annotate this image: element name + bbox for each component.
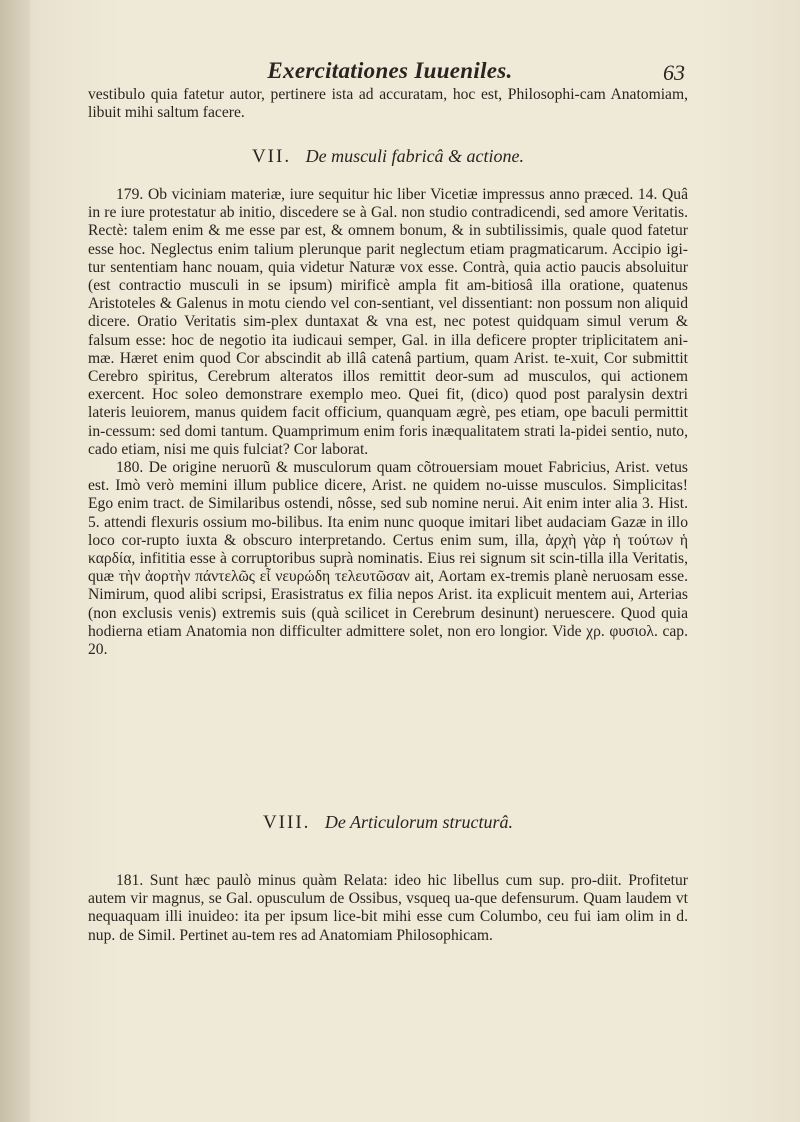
page-header bbox=[95, 58, 685, 88]
running-title: Exercitationes Iuueniles. bbox=[267, 58, 513, 83]
section-number: VII. bbox=[251, 146, 292, 167]
paragraphs-block-1 bbox=[88, 186, 688, 659]
section-title: De musculi fabricâ & actione. bbox=[305, 146, 525, 166]
section-title: De Articulorum structurâ. bbox=[324, 812, 514, 832]
page-gutter bbox=[0, 0, 30, 1122]
page-number: 63 bbox=[663, 60, 685, 85]
intro-paragraph bbox=[88, 86, 688, 122]
paragraph-180: 180. De origine neruorũ & musculorum quam cõtrouersiam mouet Fabricius, Arist. vetus est. Imò verò memini illum publice dicere, Arist. ne quidem no-uisse musculos. Simplicitas! Ego enim tract. de Similaribus ostendi, nôsse, sed sub nomine nerui. Ait enim inter alia 3. Hist. 5. attendi flexuris ossium mo-bilibus. Ita enim nunc quoque imitari libet audaciam Gazæ in illo loco cor-rupto iuxta & obscuro interpretando. Certus enim sum, illa, ἀρχὴ γὰρ ἡ τούτων ἡ καρδία, infititia esse à corruptoribus suprà nominatis. Eius rei signum sit scin-tilla illa Veritatis, quæ τὴν ἀορτὴν πάντελῶς εἶ νευρώδη τελευτῶσαν ait, Aortam ex-tremis planè neruosam esse. Nimirum, quod alibi scripsi, Erasistratus ex filia nepos Arist. ita explicuit mentem aui, Arterias (non exclusis venis) extremis suis (quà scilicet in Cerebrum desinunt) neruescere. Quod quia hodierna etiam Anatomia non difficulter admittere solet, non ero longior. Vide χρ. φυσιολ. cap. 20. bbox=[88, 459, 688, 659]
intro-text: vestibulo quia fatetur autor, pertinere ista ad accuratam, hoc est, Philosophi-cam Anatomiam, libuit mihi saltum facere. bbox=[88, 86, 688, 122]
section-heading-7 bbox=[88, 146, 688, 168]
paragraphs-block-2 bbox=[88, 872, 688, 945]
section-number: VIII. bbox=[262, 812, 311, 833]
section-heading-8 bbox=[88, 812, 688, 834]
paragraph-179: 179. Ob viciniam materiæ, iure sequitur hic liber Vicetiæ impressus anno præced. 14. Quâ in re iure protestatur ab initio, discedere se à Gal. non studio contradicendi, sed amore Veritatis. Rectè: talem enim & me esse par est, & omnem bonum, & in subtilissimis, quale quod fatetur esse hoc. Neglectus enim talium plerunque parit neglectum etiam pragmaticarum. Accipio igi-tur sententiam hanc nouam, quia videtur Naturæ vox esse. Contrà, quia actio paucis absoluitur (est contractio musculi in se ipsum) mirificè ampla fit am-bitiosâ illa oratione, quatenus Aristoteles & Galenus in motu ciendo vel con-sentiant, vel dissentiant: non possum non aliquid dicere. Oratio Veritatis sim-plex duntaxat & vna est, nec potest quidquam simul verum & falsum esse: hoc de negotio ita iudicaui semper, Gal. in illa deficere propter triplicitatem ani-mæ. Hæret enim quod Cor abscindit ab illâ catenâ partium, quam Arist. te-xuit, Cor submittit Cerebro spiritus, Cerebrum alteratos illos remittit deor-sum ad musculos, qui actionem exercent. Hoc soleo demonstrare exemplo meo. Quei fit, (dico) quod post paralysin dextri lateris leuiorem, manus quidem facit officium, quanquam ægrè, pes etiam, ope baculi permittit in-cessum: sed domi tantum. Quamprimum enim foris inæqualitatem strati la-pidei sentio, nuto, cado etiam, nisi me quis fulciat? Cor laborat. bbox=[88, 186, 688, 458]
paragraph-181: 181. Sunt hæc paulò minus quàm Relata: ideo hic libellus cum sup. pro-diit. Profitetur autem vir magnus, se Gal. opusculum de Ossibus, vsqueq ua-que defensurum. Quam laudem vt nequaquam illi inuideo: ita per ipsum lice-bit mihi esse cum Columbo, ceu fui iam olim in d. nup. de Simil. Pertinet au-tem res ad Anatomiam Philosophicam. bbox=[88, 872, 688, 944]
